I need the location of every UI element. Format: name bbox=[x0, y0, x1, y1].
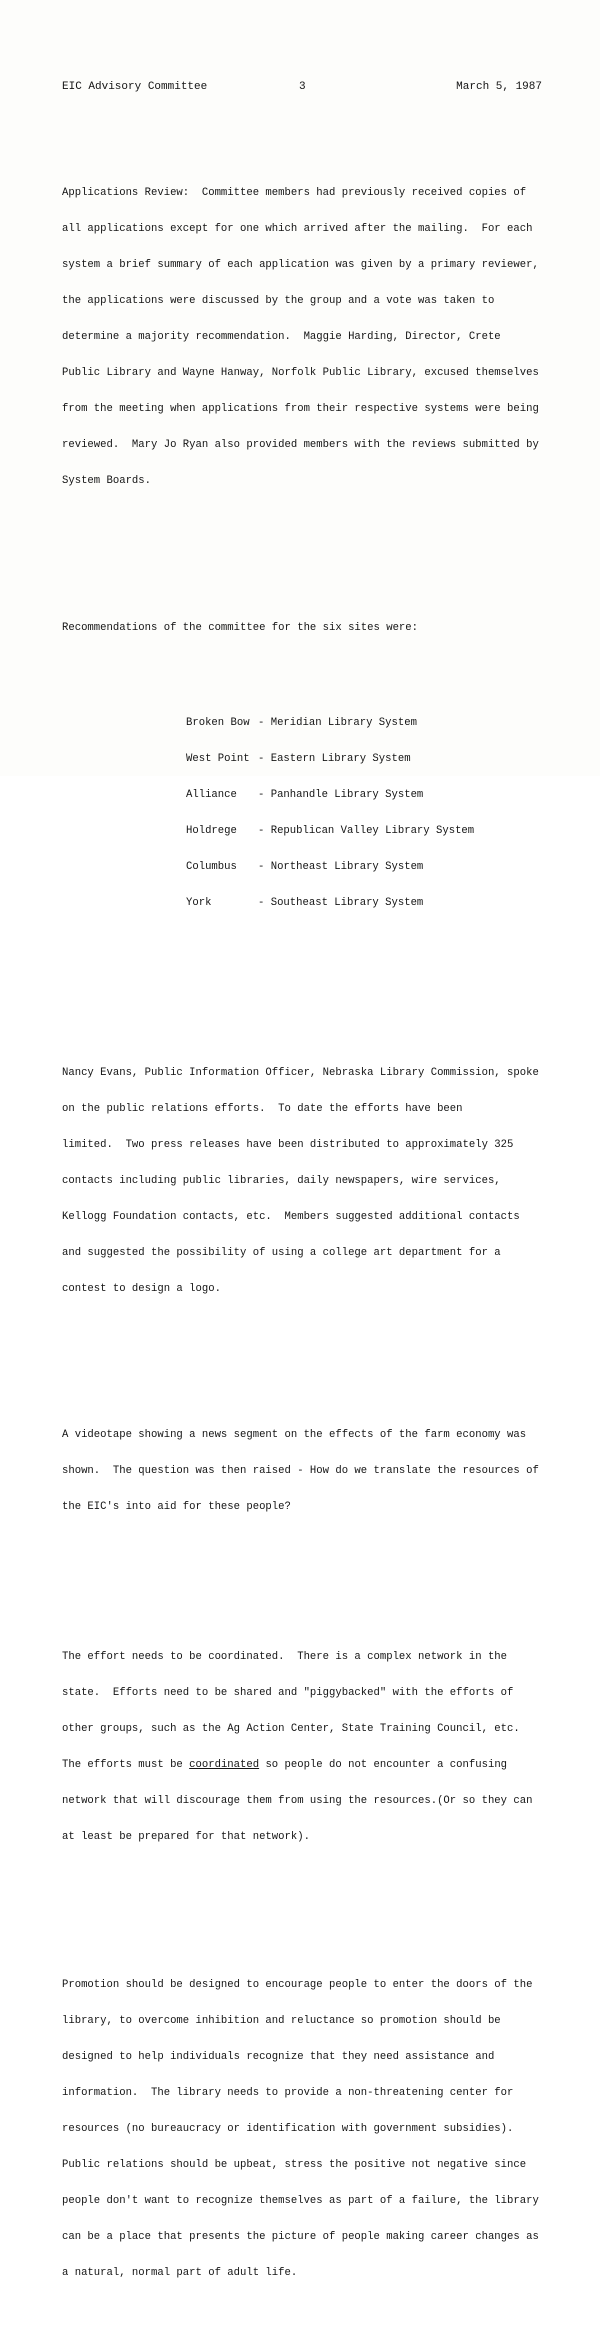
document-body bbox=[62, 127, 548, 2339]
text-line: a natural, normal part of adult life. bbox=[62, 2267, 298, 2279]
text-line: at least be prepared for that network). bbox=[62, 1831, 310, 1843]
site-name: West Point bbox=[186, 753, 250, 765]
public-information-paragraph bbox=[62, 1043, 548, 1319]
coordination-paragraph bbox=[62, 1627, 548, 1867]
site-row bbox=[186, 717, 548, 729]
text-line: designed to help individuals recognize that they need assistance and bbox=[62, 2051, 495, 2063]
text-line: limited. Two press releases have been distributed to approximately 325 bbox=[62, 1139, 514, 1151]
site-system: - Eastern Library System bbox=[258, 753, 411, 765]
site-row bbox=[186, 789, 548, 801]
header-page-number: 3 bbox=[299, 81, 306, 93]
text-line: library, to overcome inhibition and reluctance so promotion should be bbox=[62, 2015, 501, 2027]
site-system: - Northeast Library System bbox=[258, 861, 424, 873]
text-line: the EIC's into aid for these people? bbox=[62, 1501, 291, 1513]
text-line: contest to design a logo. bbox=[62, 1283, 221, 1295]
text-line: and suggested the possibility of using a college art department for a bbox=[62, 1247, 501, 1259]
site-name: Holdrege bbox=[186, 825, 237, 837]
site-row bbox=[186, 825, 548, 837]
text-line: Public relations should be upbeat, stress the positive not negative since bbox=[62, 2159, 527, 2171]
text-line: the applications were discussed by the group and a vote was taken to bbox=[62, 295, 495, 307]
text-line: System Boards. bbox=[62, 475, 152, 487]
underlined-word: coordinated bbox=[189, 1759, 260, 1771]
text-line: information. The library needs to provide a non-threatening center for bbox=[62, 2087, 514, 2099]
text-line: Public Library and Wayne Hanway, Norfolk Public Library, excused themselves bbox=[62, 367, 539, 379]
text-line: shown. The question was then raised - How do we translate the resources of bbox=[62, 1465, 539, 1477]
text-line: determine a majority recommendation. Maggie Harding, Director, Crete bbox=[62, 331, 501, 343]
text-line: people don't want to recognize themselves as part of a failure, the library bbox=[62, 2195, 539, 2207]
site-system: - Southeast Library System bbox=[258, 897, 424, 909]
site-name: Broken Bow bbox=[186, 717, 250, 729]
text-line: The effort needs to be coordinated. There is a complex network in the bbox=[62, 1651, 508, 1663]
text-line: Nancy Evans, Public Information Officer, Nebraska Library Commission, spoke bbox=[62, 1067, 539, 1079]
text-line: can be a place that presents the picture of people making career changes as bbox=[62, 2231, 539, 2243]
text-line: state. Efforts need to be shared and "piggybacked" with the efforts of bbox=[62, 1687, 514, 1699]
applications-review-paragraph bbox=[62, 163, 548, 511]
text-line: system a brief summary of each application was given by a primary reviewer, bbox=[62, 259, 539, 271]
text-line: resources (no bureaucracy or identification with government subsidies). bbox=[62, 2123, 514, 2135]
site-system: - Republican Valley Library System bbox=[258, 825, 475, 837]
text-line: all applications except for one which arrived after the mailing. For each bbox=[62, 223, 533, 235]
header-date: March 5, 1987 bbox=[456, 81, 542, 93]
text-line: network that will discourage them from using the resources.(Or so they can bbox=[62, 1795, 533, 1807]
site-system: - Meridian Library System bbox=[258, 717, 417, 729]
site-name: York bbox=[186, 897, 212, 909]
recommendations-section bbox=[62, 598, 548, 957]
text-line: on the public relations efforts. To date the efforts have been bbox=[62, 1103, 463, 1115]
text-line: contacts including public libraries, daily newspapers, wire services, bbox=[62, 1175, 501, 1187]
text-line: Promotion should be designed to encourage people to enter the doors of the bbox=[62, 1979, 533, 1991]
site-name: Alliance bbox=[186, 789, 237, 801]
header-title: EIC Advisory Committee bbox=[62, 81, 208, 93]
videotape-paragraph bbox=[62, 1405, 548, 1537]
recommendations-intro: Recommendations of the committee for the six sites were: bbox=[62, 622, 419, 634]
site-row bbox=[186, 897, 548, 909]
text-line: Kellogg Foundation contacts, etc. Members suggested additional contacts bbox=[62, 1211, 520, 1223]
site-row bbox=[186, 753, 548, 765]
page-header bbox=[62, 80, 542, 94]
text-line: Applications Review: Committee members had previously received copies of bbox=[62, 187, 527, 199]
site-row bbox=[186, 861, 548, 873]
site-system: - Panhandle Library System bbox=[258, 789, 424, 801]
text-line: A videotape showing a news segment on the effects of the farm economy was bbox=[62, 1429, 527, 1441]
site-list bbox=[186, 693, 548, 933]
text-line: from the meeting when applications from their respective systems were being bbox=[62, 403, 539, 415]
site-name: Columbus bbox=[186, 861, 237, 873]
text-line-with-underline bbox=[62, 1759, 548, 1771]
text-run: so people do not encounter a confusing bbox=[259, 1759, 508, 1771]
text-run: The efforts must be bbox=[62, 1759, 190, 1771]
text-line: reviewed. Mary Jo Ryan also provided members with the reviews submitted by bbox=[62, 439, 539, 451]
promotion-paragraph bbox=[62, 1955, 548, 2303]
text-line: other groups, such as the Ag Action Center, State Training Council, etc. bbox=[62, 1723, 520, 1735]
